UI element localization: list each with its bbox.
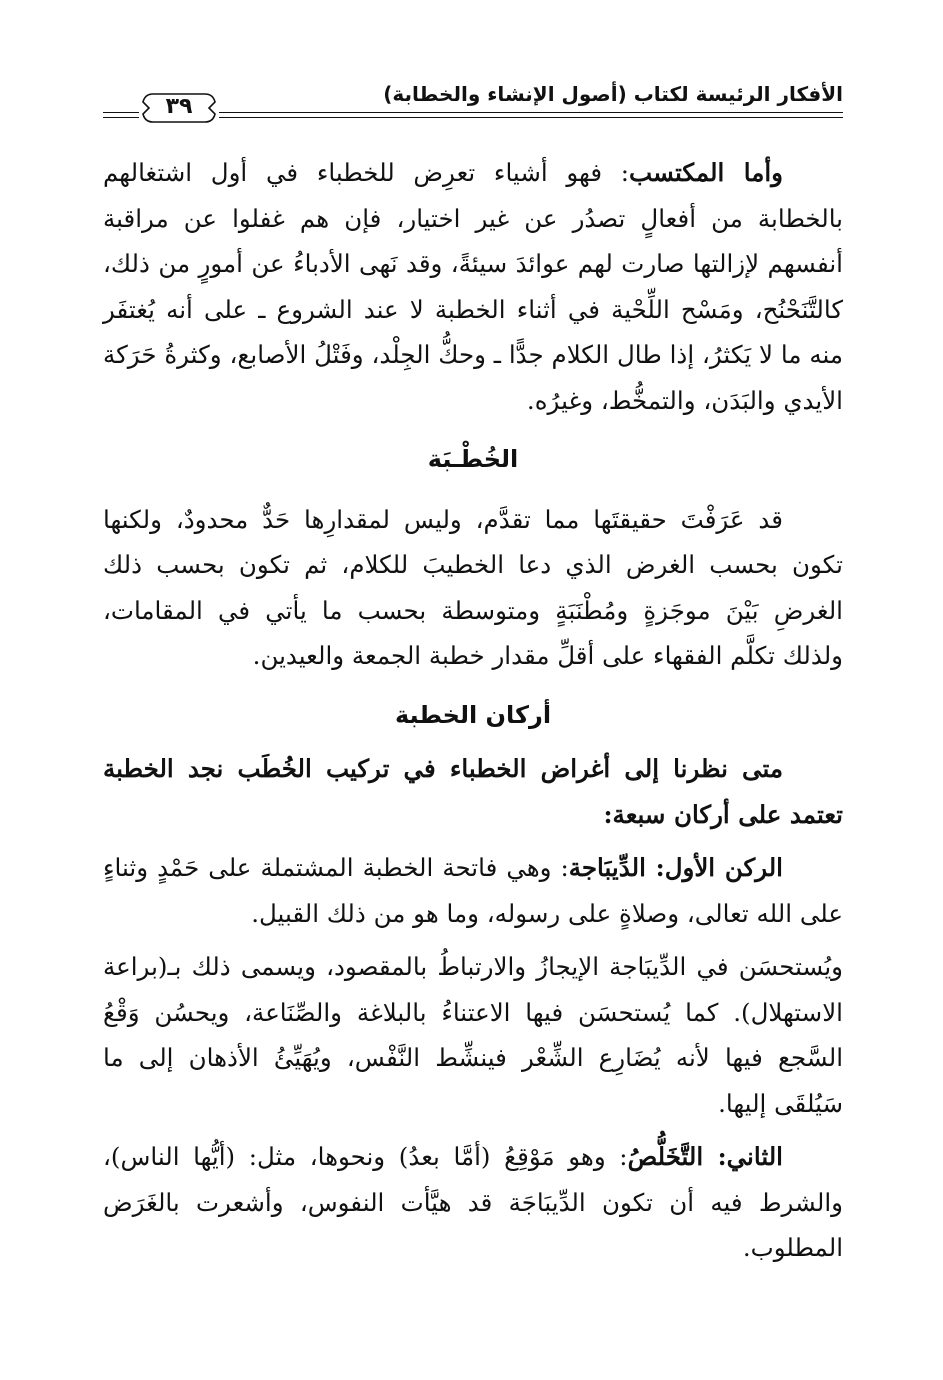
paragraph-acquired bbox=[103, 150, 843, 423]
paragraph-second-pillar bbox=[103, 1134, 843, 1271]
paragraph-preamble-style: ويُستحسَن في الدِّيبَاجة الإيجازُ والارتباطُ بالمقصود، ويسمى ذلك بـ(براعة الاستهلال). كما يُستحسَن فيها الاعتناءُ بالبلاغة والصِّنَاعة، ويحسُن وَقْعُ السَّجع فيها لأنه يُضَارِع الشِّعْر فينشِّط النَّفْس، ويُهَيِّئُ الأذهان إلى ما سَيُلقَى إليها. bbox=[103, 952, 843, 1118]
page-content bbox=[103, 150, 843, 1271]
section-heading-sermon: الخُطْـبَة bbox=[427, 445, 519, 473]
section-heading-pillars: أركان الخطبة bbox=[394, 700, 552, 729]
paragraph-text: : فهو أشياء تعرِض للخطباء في أول اشتغالهم بالخطابة من أفعالٍ تصدُر عن غير اختيار، فإن هم غفلوا عن مراقبة أنفسهم لإزالتها صارت لهم عوائدَ سيئةً، وقد نَهى الأدباءُ عن أمورٍ من ذلك، كالتَّنَحْنُح، ومَسْح اللِّحْية في أثناء الخطبة لا عند الشروع ـ على أنه يُغتفَر منه ما لا يَكثرُ، إذا طال الكلام جدًّا ـ وحكُّ الجِلْد، وفَتْلُ الأصابع، وكثرةُ حَرَكة الأيدي والبَدَن، والتمخُّط، وغيرُه. bbox=[103, 158, 843, 415]
page-number: ٣٩ bbox=[165, 94, 193, 119]
paragraph-first-pillar bbox=[103, 845, 843, 936]
running-header-title: الأفكار الرئيسة لكتاب (أصول الإنشاء والخطابة) bbox=[383, 82, 843, 106]
paragraph-lead: وأما المكتسب bbox=[629, 158, 784, 187]
running-header bbox=[103, 78, 843, 122]
page-number-badge bbox=[139, 88, 219, 128]
paragraph-text: : وهو مَوْقِعُ (أمَّا بعدُ) ونحوها، مثل: (أيُّها الناس)، والشرط فيه أن تكون الدِّيبَاجَة قد هيَّأت النفوس، وأشعرت بالغَرَض المطلوب. bbox=[103, 1142, 843, 1262]
paragraph-lead: الركن الأول: الدِّيبَاجة bbox=[568, 853, 783, 882]
paragraph-sermon-definition: قد عَرَفْتَ حقيقتَها مما تقدَّم، وليس لمقدارِها حَدٌّ محدودٌ، ولكنها تكون بحسب الغرض الذي دعا الخطيبَ للكلام، ثم تكون بحسب ذلك الغرضِ بَيْنَ موجَزةٍ ومُطْنَبَةٍ ومتوسطة بحسب ما يأتي في المقامات، ولذلك تكلَّم الفقهاء على أقلِّ مقدار خطبة الجمعة والعيدين. bbox=[103, 504, 843, 670]
paragraph-pillars-intro: متى نظرنا إلى أغراض الخطباء في تركيب الخُطَب نجد الخطبة تعتمد على أركان سبعة: bbox=[103, 754, 843, 829]
paragraph-text: : وهي فاتحة الخطبة المشتملة على حَمْدٍ وثناءٍ على الله تعالى، وصلاةٍ على رسوله، وما هو من ذلك القبيل. bbox=[103, 853, 843, 928]
paragraph-lead: الثاني: التَّخَلُّصُ bbox=[627, 1142, 783, 1171]
